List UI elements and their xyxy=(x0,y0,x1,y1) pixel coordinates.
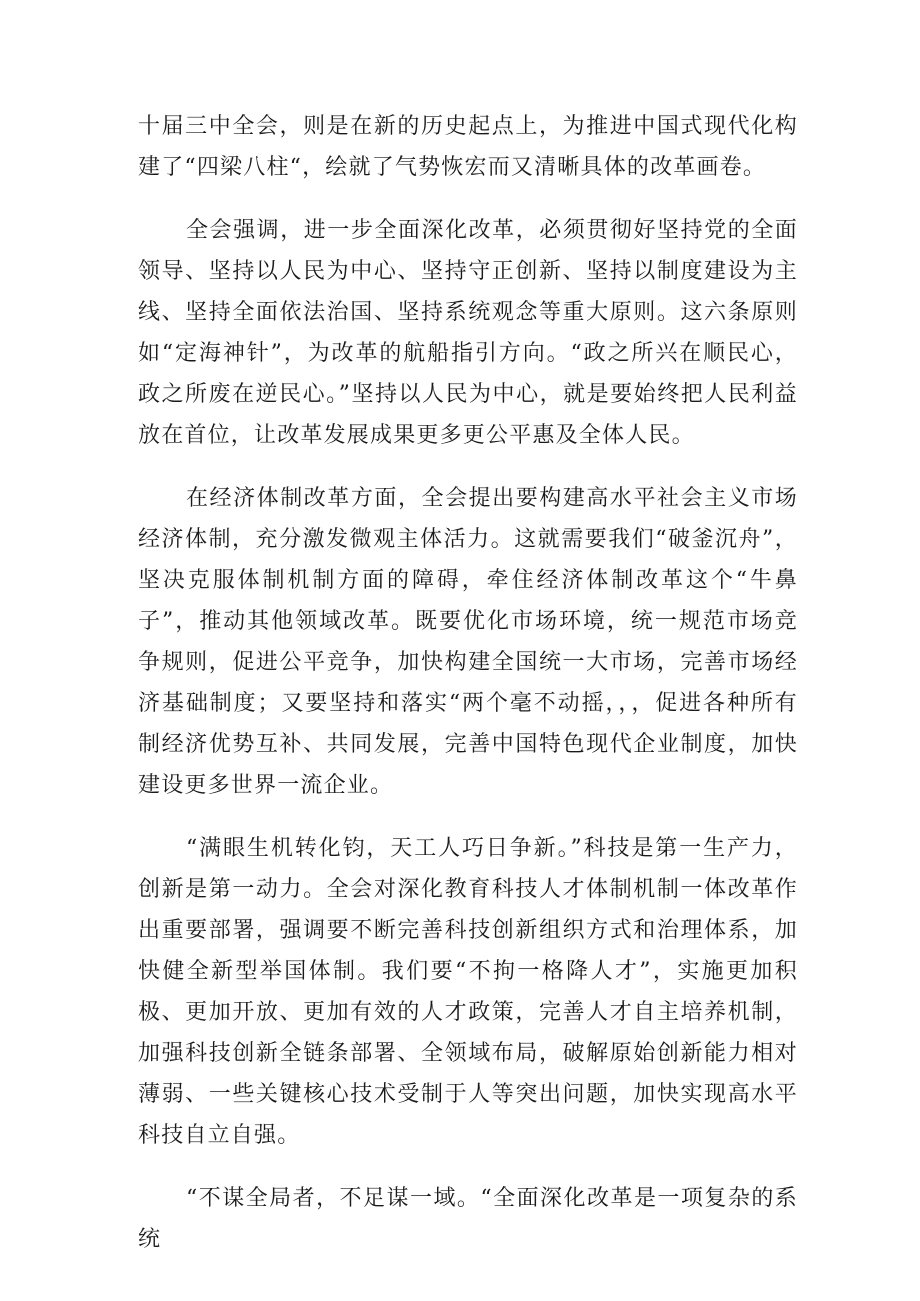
paragraph-4: “满眼生机转化钧，天工人巧日争新。”科技是第一生产力，创新是第一动力。全会对深化教育科技人才体制机制一体改革作出重要部署，强调要不断完善科技创新组织方式和治理体系，加快健全新型举国体制。我们要“不拘一格降人才”，实施更加积极、更加开放、更加有效的人才政策，完善人才自主培养机制，加强科技创新全链条部署、全领域布局，破解原始创新能力相对薄弱、一些关键核心技术受制于人等突出问题，加快实现高水平科技自立自强。 xyxy=(138,836,798,1148)
paragraph-5: “不谋全局者，不足谋一域。“全面深化改革是一项复杂的系统 xyxy=(138,1186,798,1252)
paragraph-3: 在经济体制改革方面，全会提出要构建高水平社会主义市场经济体制，充分激发微观主体活力。这就需要我们“破釜沉舟”，坚决克服体制机制方面的障碍，牵住经济体制改革这个“牛鼻子”，推动其他领域改革。既要优化市场环境，统一规范市场竞争规则，促进公平竞争，加快构建全国统一大市场，完善市场经济基础制度；又要坚持和落实“两个毫不动摇，，，促进各种所有制经济优势互补、共同发展，完善中国特色现代企业制度，加快建设更多世界一流企业。 xyxy=(138,486,798,798)
document-body xyxy=(138,106,798,1282)
paragraph-1: 十届三中全会，则是在新的历史起点上，为推进中国式现代化构建了“四梁八柱“，绘就了气势恢宏而又清晰具体的改革画卷。 xyxy=(138,114,798,180)
paragraph-2: 全会强调，进一步全面深化改革，必须贯彻好坚持党的全面领导、坚持以人民为中心、坚持守正创新、坚持以制度建设为主线、坚持全面依法治国、坚持系统观念等重大原则。这六条原则如“定海神针”，为改革的航船指引方向。“政之所兴在顺民心，政之所废在逆民心。”坚持以人民为中心，就是要始终把人民利益放在首位，让改革发展成果更多更公平惠及全体人民。 xyxy=(138,218,798,448)
